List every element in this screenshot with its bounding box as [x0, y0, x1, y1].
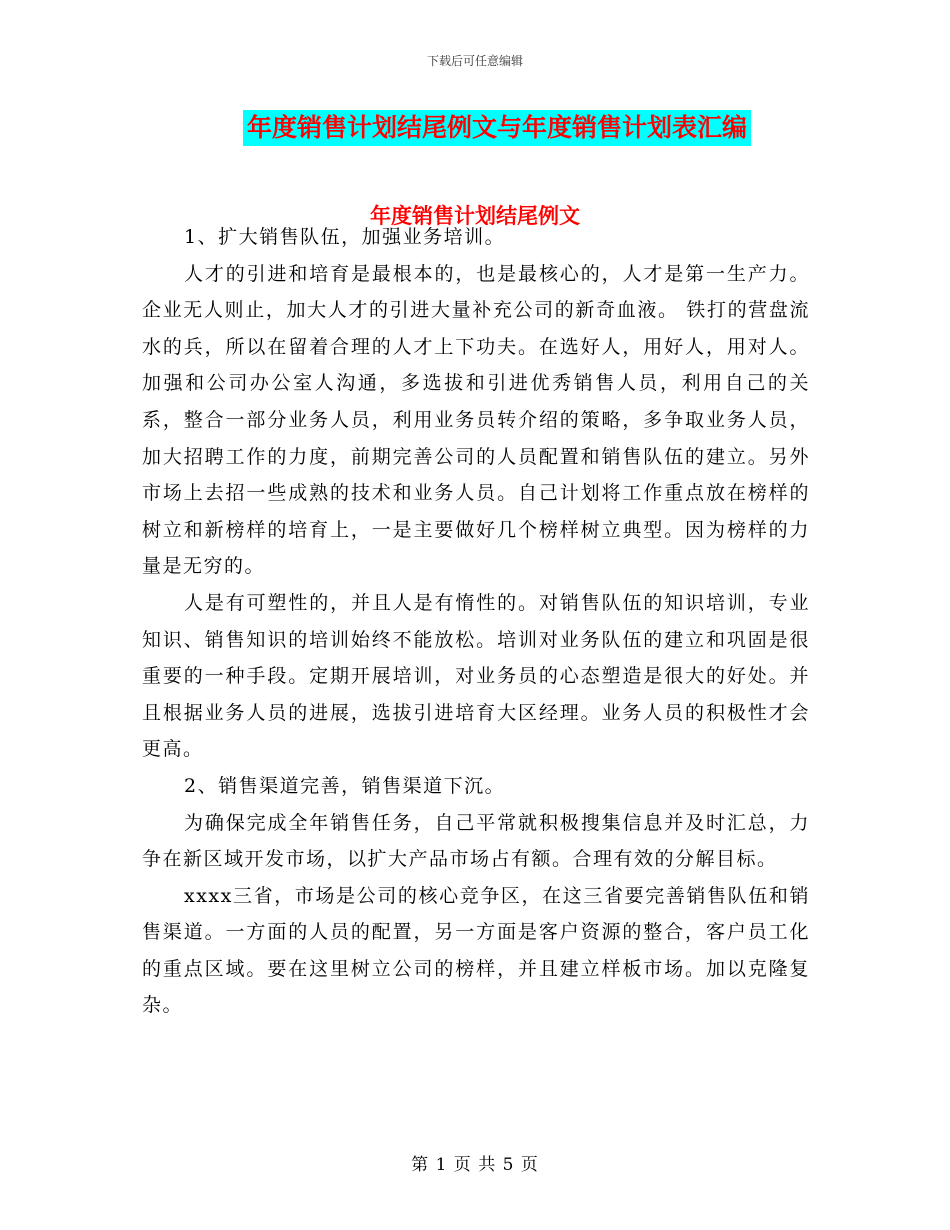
paragraph: 人是有可塑性的，并且人是有惰性的。对销售队伍的知识培训，专业知识、销售知识的培训始终不能放松。培训对业务队伍的建立和巩固是很重要的一种手段。定期开展培训，对业务员的心态塑造是很大的好处。并且根据业务人员的进展，选拔引进培育大区经理。业务人员的积极性才会更高。 — [142, 591, 810, 761]
paragraph-heading-2: 2、销售渠道完善，销售渠道下沉。 — [184, 774, 506, 797]
page-footer: 第 1 页 共 5 页 — [411, 1155, 539, 1175]
paragraph: 为确保完成全年销售任务，自己平常就积极搜集信息并及时汇总，力争在新区域开发市场，以扩大产品市场占有额。合理有效的分解目标。 — [142, 811, 810, 871]
header-note: 下载后可任意编辑 — [426, 54, 523, 68]
document-title: 年度销售计划结尾例文与年度销售计划表汇编 — [243, 110, 751, 146]
paragraph-heading-1: 1、扩大销售队伍，加强业务培训。 — [184, 226, 506, 248]
section-title: 年度销售计划结尾例文 — [370, 204, 580, 228]
document-title-container — [0, 110, 950, 146]
body-text — [142, 219, 810, 1024]
paragraph: 人才的引进和培育是最根本的，也是最核心的，人才是第一生产力。企业无人则止，加大人才的引进大量补充公司的新奇血液。 铁打的营盘流水的兵，所以在留着合理的人才上下功夫。在选好人，用好人，用对人。加强和公司办公室人沟通，多选拔和引进优秀销售人员，利用自己的关系，整合一部分业务人员，利用业务员转介绍的策略，多争取业务人员，加大招聘工作的力度，前期完善公司的人员配置和销售队伍的建立。另外市场上去招一些成熟的技术和业务人员。自己计划将工作重点放在榜样的树立和新榜样的培育上，一是主要做好几个榜样树立典型。因为榜样的力量是无穷的。 — [142, 262, 810, 578]
paragraph: xxxx三省，市场是公司的核心竞争区，在这三省要完善销售队伍和销售渠道。一方面的人员的配置，另一方面是客户资源的整合，客户员工化的重点区域。要在这里树立公司的榜样，并且建立样板市场。加以克隆复杂。 — [142, 884, 810, 1017]
